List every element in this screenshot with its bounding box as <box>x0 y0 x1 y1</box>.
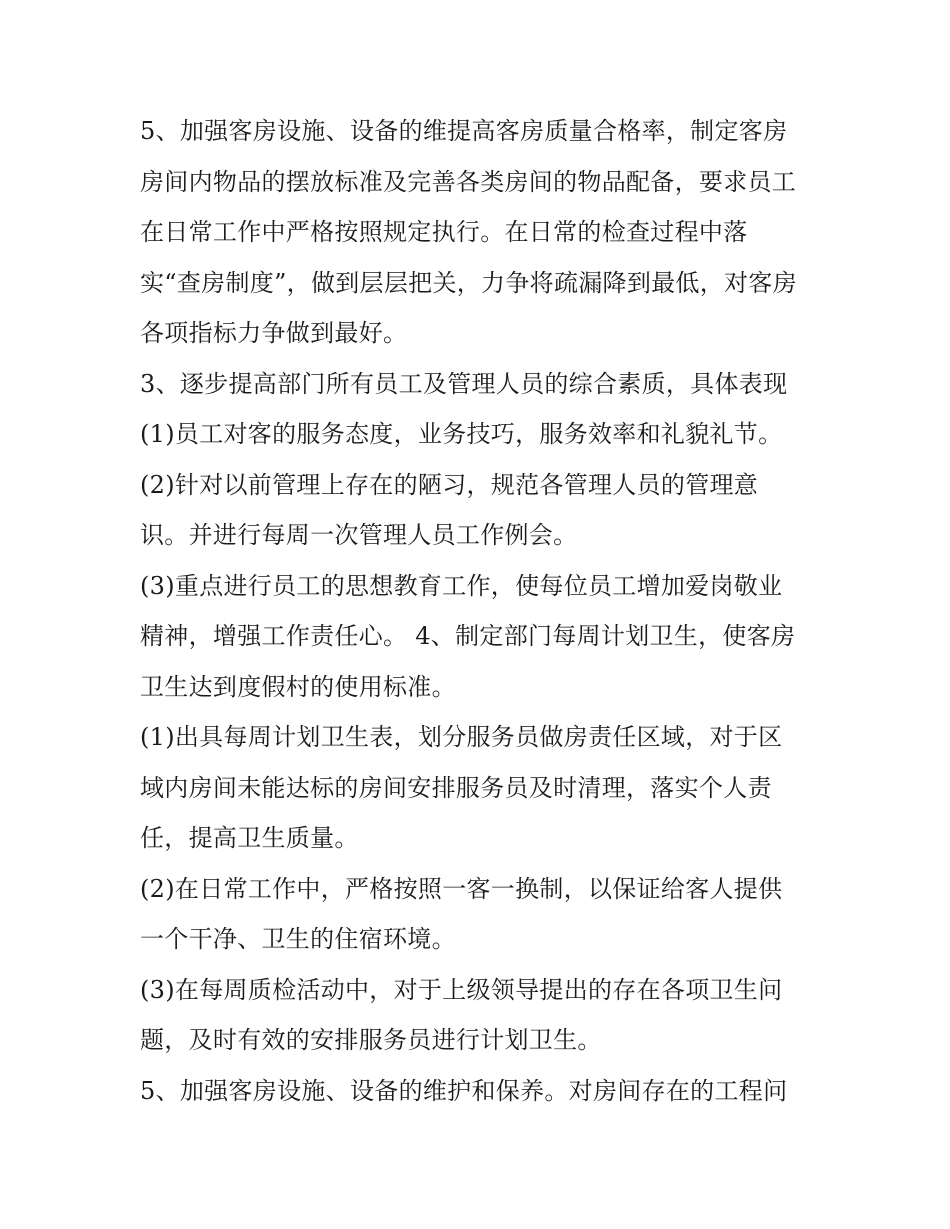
text-line: 各项指标力争做到最好。 <box>140 319 408 347</box>
text-line: 卫生达到度假村的使用标准。 <box>140 672 456 701</box>
text-line: (3)重点进行员工的思想教育工作，使每位员工增加爱岗敬业 <box>140 571 783 600</box>
text-line: (2)针对以前管理上存在的陋习，规范各管理人员的管理意 <box>140 470 759 499</box>
text-line: 任，提高卫生质量。 <box>140 824 359 852</box>
text-line: 3、逐步提高部门所有员工及管理人员的综合素质，具体表现 <box>140 369 788 398</box>
text-line: 5、加强客房设施、设备的维护和保养。对房间存在的工程问 <box>140 1076 788 1105</box>
text-line: 实“查房制度”，做到层层把关，力争将疏漏降到最低，对客房 <box>140 268 797 297</box>
text-line: 识。并进行每周一次管理人员工作例会。 <box>140 521 578 549</box>
text-line: 5、加强客房设施、设备的维提高客房质量合格率，制定客房 <box>140 117 788 145</box>
text-line: 题，及时有效的安排服务员进行计划卫生。 <box>140 1026 602 1054</box>
text-line: 域内房间未能达标的房间安排服务员及时清理，落实个人责 <box>140 773 772 802</box>
text-line: 精神，增强工作责任心。 4、制定部门每周计划卫生，使客房 <box>140 622 796 650</box>
text-line: (3)在每周质检活动中，对于上级领导提出的存在各项卫生问 <box>140 975 783 1004</box>
text-line: (1)出具每周计划卫生表，划分服务员做房责任区域，对于区 <box>140 723 783 751</box>
text-line: 一个干净、卫生的住宿环境。 <box>140 925 456 953</box>
text-line: 房间内物品的摆放标准及完善各类房间的物品配备，要求员工 <box>140 167 797 196</box>
text-line: 在日常工作中严格按照规定执行。在日常的检查过程中落 <box>140 218 748 246</box>
text-line: (1)员工对客的服务态度，业务技巧，服务效率和礼貌礼节。 <box>140 420 783 448</box>
document-body <box>140 106 820 1116</box>
text-line: (2)在日常工作中，严格按照一客一换制，以保证给客人提供 <box>140 874 783 903</box>
